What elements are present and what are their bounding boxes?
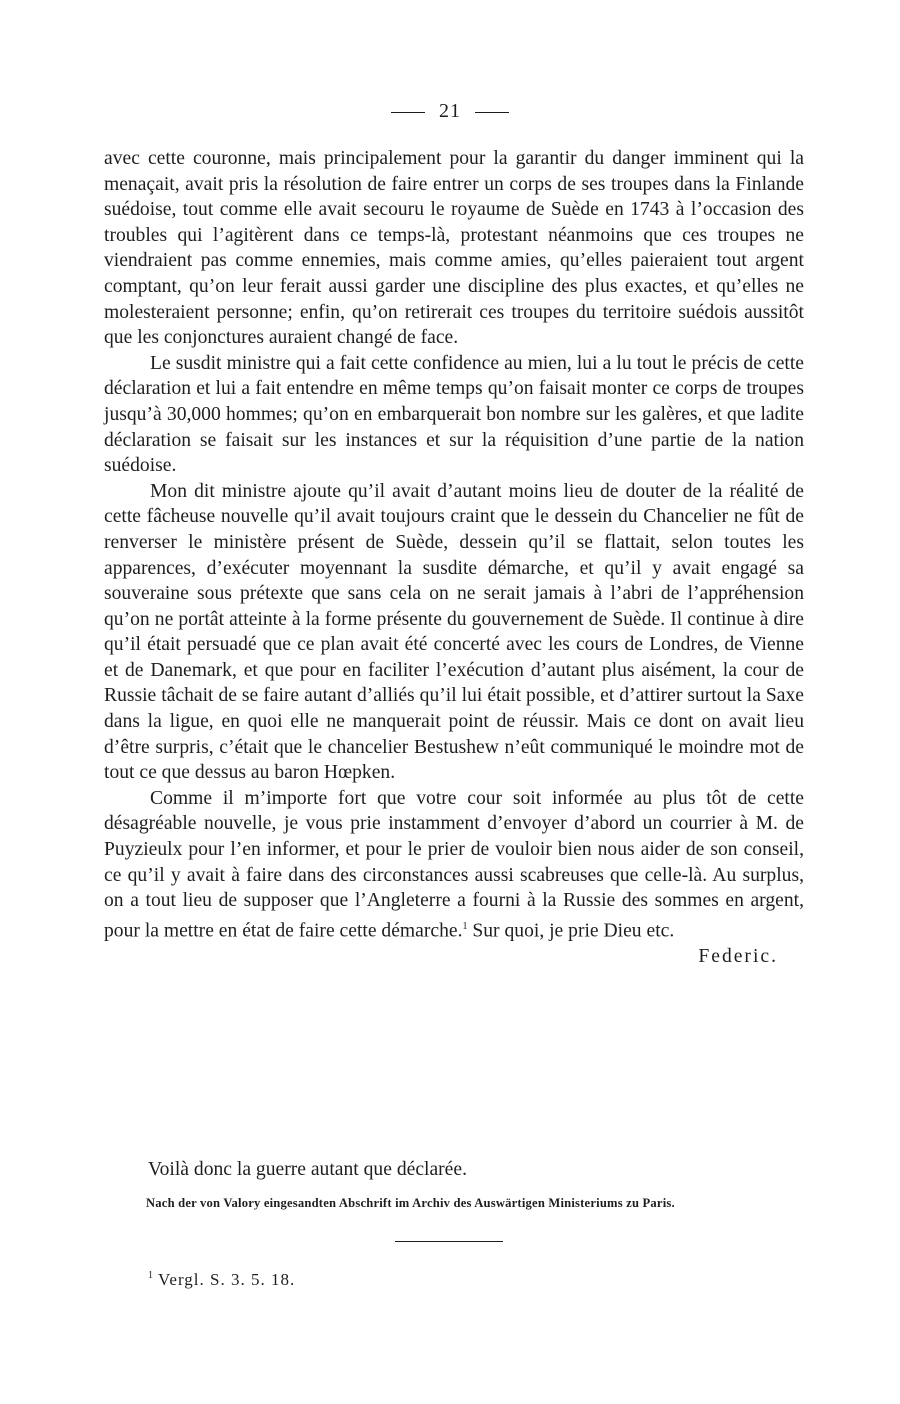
footnote-marker: 1	[148, 1270, 154, 1282]
header-dash-right	[475, 112, 509, 113]
paragraph-4	[104, 786, 804, 944]
header-dash-left	[391, 112, 425, 113]
page-number: 21	[439, 100, 461, 122]
closing-line: Voilà donc la guerre autant que déclarée.	[148, 1159, 467, 1180]
paragraph-4-text: Comme il m’importe fort que votre cour soit informée au plus tôt de cette désagréable nouvelle, je vous prie instamment d’envoyer d’abord un courrier à M. de Puyzieulx pour l’en informer, et pour le prier de vouloir bien nous aider de son conseil, ce qu’il y avait à faire dans des circonstances aussi scabreuses que celle-là. Au surplus, on a tout lieu de supposer que l’Angleterre a fourni à la Russie des sommes en argent, pour la mettre en état de faire cette démarche.	[104, 787, 804, 942]
footnote-reference: 1	[462, 920, 468, 932]
footnote	[148, 1270, 295, 1290]
page-header	[0, 100, 900, 123]
body-text	[104, 146, 804, 970]
paragraph-1: avec cette couronne, mais principalement pour la garantir du danger imminent qui la menaçait, avait pris la résolution de faire entrer un corps de ses troupes dans la Finlande suédoise, tout comme elle avait secouru le royaume de Suède en 1743 à l’occasion des troubles qui l’agitèrent dans ce temps-là, protestant néanmoins que ces troupes ne viendraient pas comme ennemies, mais comme amies, qu’elles paieraient tout argent comptant, qu’on leur ferait aussi garder une discipline des plus exactes, et qu’elles ne molesteraient personne; enfin, qu’on retirerait ces troupes du territoire suédois aussitôt que les conjonctures auraient changé de face.	[104, 148, 804, 349]
paragraph-3: Mon dit ministre ajoute qu’il avait d’autant moins lieu de douter de la réalité de cette fâcheuse nouvelle qu’il avait toujours craint que le dessein du Chancelier ne fût de renverser le ministère présent de Suède, dessein qu’il se flattait, selon toutes les apparences, d’exécuter moyennant la susdite démarche, et qu’il y avait engagé sa souveraine sous prétexte que sans cela on ne serait jamais à l’abri de l’appréhension qu’on ne portât atteinte à la forme présente du gouvernement de Suède. Il continue à dire qu’il était persuadé que ce plan avait été concerté avec les cours de Londres, de Vienne et de Danemark, et que pour en faciliter l’exécution d’autant plus aisément, la cour de Russie tâchait de se faire autant d’alliés qu’il lui était possible, et d’attirer surtout la Saxe dans la ligue, en quoi elle ne manquerait point de réussir. Mais ce dont on avait lieu d’être surpris, c’était que le chancelier Bestushew n’eût communiqué le moindre mot de tout ce que dessus au baron Hœpken.	[104, 480, 804, 784]
footnote-separator	[395, 1241, 503, 1242]
footnote-text: Vergl. S. 3. 5. 18.	[158, 1270, 296, 1289]
source-note: Nach der von Valory eingesandten Abschrift im Archiv des Auswärtigen Ministeriums zu Paris.	[146, 1196, 675, 1210]
signature: Federic.	[698, 945, 778, 967]
paragraph-4-tail: Sur quoi, je prie Dieu etc.	[467, 920, 675, 942]
paragraph-2: Le susdit ministre qui a fait cette confidence au mien, lui a lu tout le précis de cette déclaration et lui a fait entendre en même temps qu’on faisait monter ce corps de troupes jusqu’à 30,000 hommes; qu’on en embarquerait bon nombre sur les galères, et que ladite déclaration se faisait sur les instances et sur la réquisition d’une partie de la nation suédoise.	[104, 352, 804, 477]
